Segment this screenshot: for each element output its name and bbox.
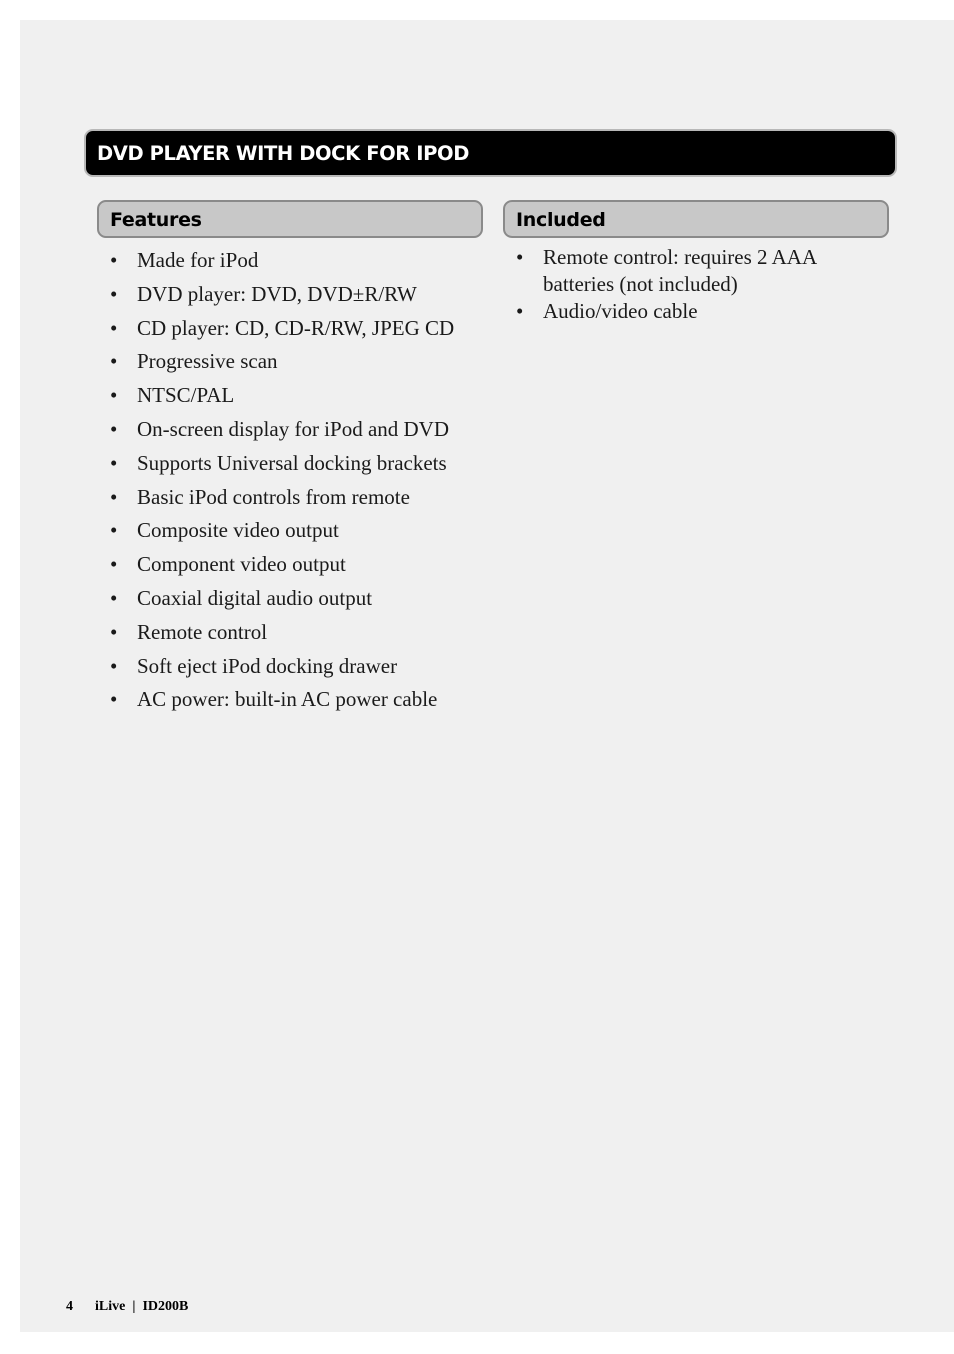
- footer-model: ID200B: [142, 1299, 189, 1314]
- list-item: • Soft eject iPod docking drawer: [110, 650, 490, 684]
- list-item: • Remote control: requires 2 AAA batteries (not included): [516, 244, 856, 298]
- list-item: • Component video output: [110, 548, 490, 582]
- page-number: 4: [66, 1299, 73, 1314]
- features-list: [110, 244, 490, 717]
- list-item: • Coaxial digital audio output: [110, 582, 490, 616]
- list-item: • On-screen display for iPod and DVD: [110, 413, 490, 447]
- list-item: • Remote control: [110, 616, 490, 650]
- footer-separator: |: [132, 1299, 136, 1314]
- title-bar: [84, 129, 897, 177]
- footer-brand: iLive: [95, 1299, 126, 1314]
- list-item: • Audio/video cable: [516, 298, 856, 325]
- included-list: [516, 244, 856, 325]
- list-item: • Progressive scan: [110, 345, 490, 379]
- list-item: • AC power: built-in AC power cable: [110, 683, 490, 717]
- included-header: [503, 200, 889, 238]
- list-item: • Composite video output: [110, 514, 490, 548]
- list-item: • Supports Universal docking brackets: [110, 447, 490, 481]
- features-header: [97, 200, 483, 238]
- page-title: DVD PLAYER WITH DOCK FOR IPOD: [97, 142, 470, 165]
- list-item: • Basic iPod controls from remote: [110, 481, 490, 515]
- features-heading: Features: [110, 209, 202, 231]
- page-footer: [66, 1298, 188, 1316]
- included-heading: Included: [516, 209, 606, 231]
- list-item: • Made for iPod: [110, 244, 490, 278]
- list-item: • NTSC/PAL: [110, 379, 490, 413]
- list-item: • CD player: CD, CD-R/RW, JPEG CD: [110, 312, 490, 346]
- list-item: • DVD player: DVD, DVD±R/RW: [110, 278, 490, 312]
